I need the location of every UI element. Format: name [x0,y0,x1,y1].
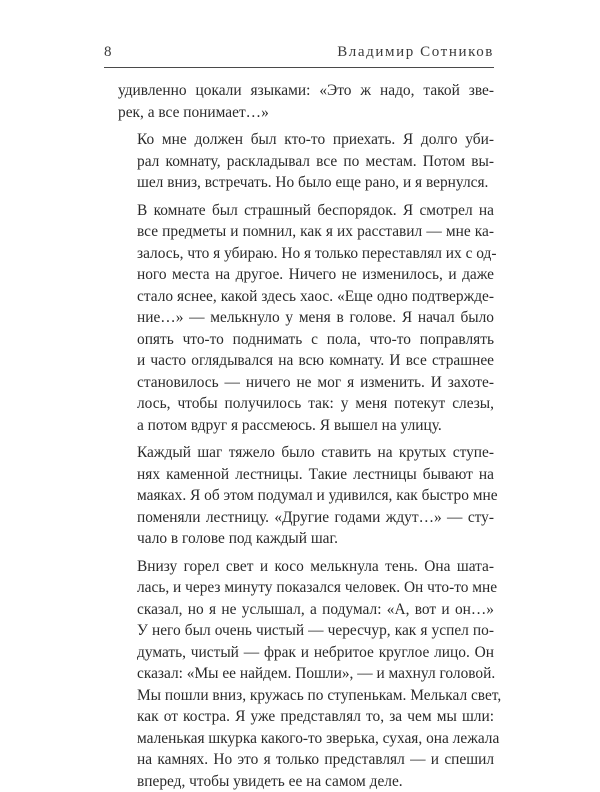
text-line: на камнях. Но это я только представлял — и спешил [118,749,494,771]
text-line: Мы пошли вниз, кружась по ступенькам. Мелькал свет, [118,685,494,707]
text-line: а потом вдруг я рассмеюсь. Я вышел на улицу. [118,415,494,437]
text-line: опять что-то поднимать с пола, что-то поправлять [118,329,494,351]
text-line: Ко мне должен был кто-то приехать. Я долго уби- [118,129,494,151]
text-line: шел вниз, встречать. Но было еще рано, и я вернулся. [118,172,494,194]
paragraph [118,442,494,550]
page-number: 8 [104,44,112,61]
text-line: маяках. Я об этом подумал и удивился, как быстро мне [118,485,494,507]
text-line: вперед, чтобы увидеть ее на самом деле. [118,771,494,792]
text-line: В комнате был страшный беспорядок. Я смотрел на [118,200,494,222]
text-line: становилось — ничего не мог я изменить. И захоте- [118,372,494,394]
text-line: Каждый шаг тяжело было ставить на крутых ступе- [118,442,494,464]
paragraph [118,556,494,792]
running-head [104,44,494,64]
text-line: сказал, но я не услышал, а подумал: «А, вот и он…» [118,599,494,621]
text-line: маленькая шкурка какого-то зверька, сухая, она лежала [118,728,494,750]
text-line: залось, что я убираю. Но я только переставлял их с од- [118,243,494,265]
paragraph [118,80,494,123]
text-line: чало в голове под каждый шаг. [118,528,494,550]
text-line: У него был очень чистый — чересчур, как я успел по- [118,620,494,642]
body-text [118,80,494,792]
text-line: нях каменной лестницы. Такие лестницы бывают на [118,464,494,486]
text-line: поменяли лестницу. «Другие годами ждут…» — сту- [118,507,494,529]
text-line: ного места на другое. Ничего не изменилось, и даже [118,264,494,286]
text-line: все предметы и помнил, как я их расставил — мне ка- [118,221,494,243]
paragraph [118,200,494,437]
text-line: удивленно цокали языками: «Это ж надо, такой зве- [118,80,494,102]
text-line: лась, и через минуту показался человек. Он что-то мне [118,577,494,599]
header-rule [104,67,494,68]
text-line: как от костра. Я уже представлял то, за чем мы шли: [118,706,494,728]
text-line: рал комнату, раскладывал все по местам. Потом вы- [118,151,494,173]
text-line: ние…» — мелькнуло у меня в голове. Я начал было [118,307,494,329]
text-line: стало яснее, какой здесь хаос. «Еще одно подтвержде- [118,286,494,308]
text-line: лось, чтобы получилось так: у меня потекут слезы, [118,393,494,415]
text-line: Внизу горел свет и косо мелькнула тень. Она шата- [118,556,494,578]
author-name: Владимир Сотников [337,44,494,61]
text-line: думать, чистый — фрак и небритое круглое лицо. Он [118,642,494,664]
text-line: сказал: «Мы ее найдем. Пошли», — и махнул головой. [118,663,494,685]
text-line: рек, а все понимает…» [118,102,494,124]
text-line: и часто оглядывался на всю комнату. И все страшнее [118,350,494,372]
paragraph [118,129,494,194]
